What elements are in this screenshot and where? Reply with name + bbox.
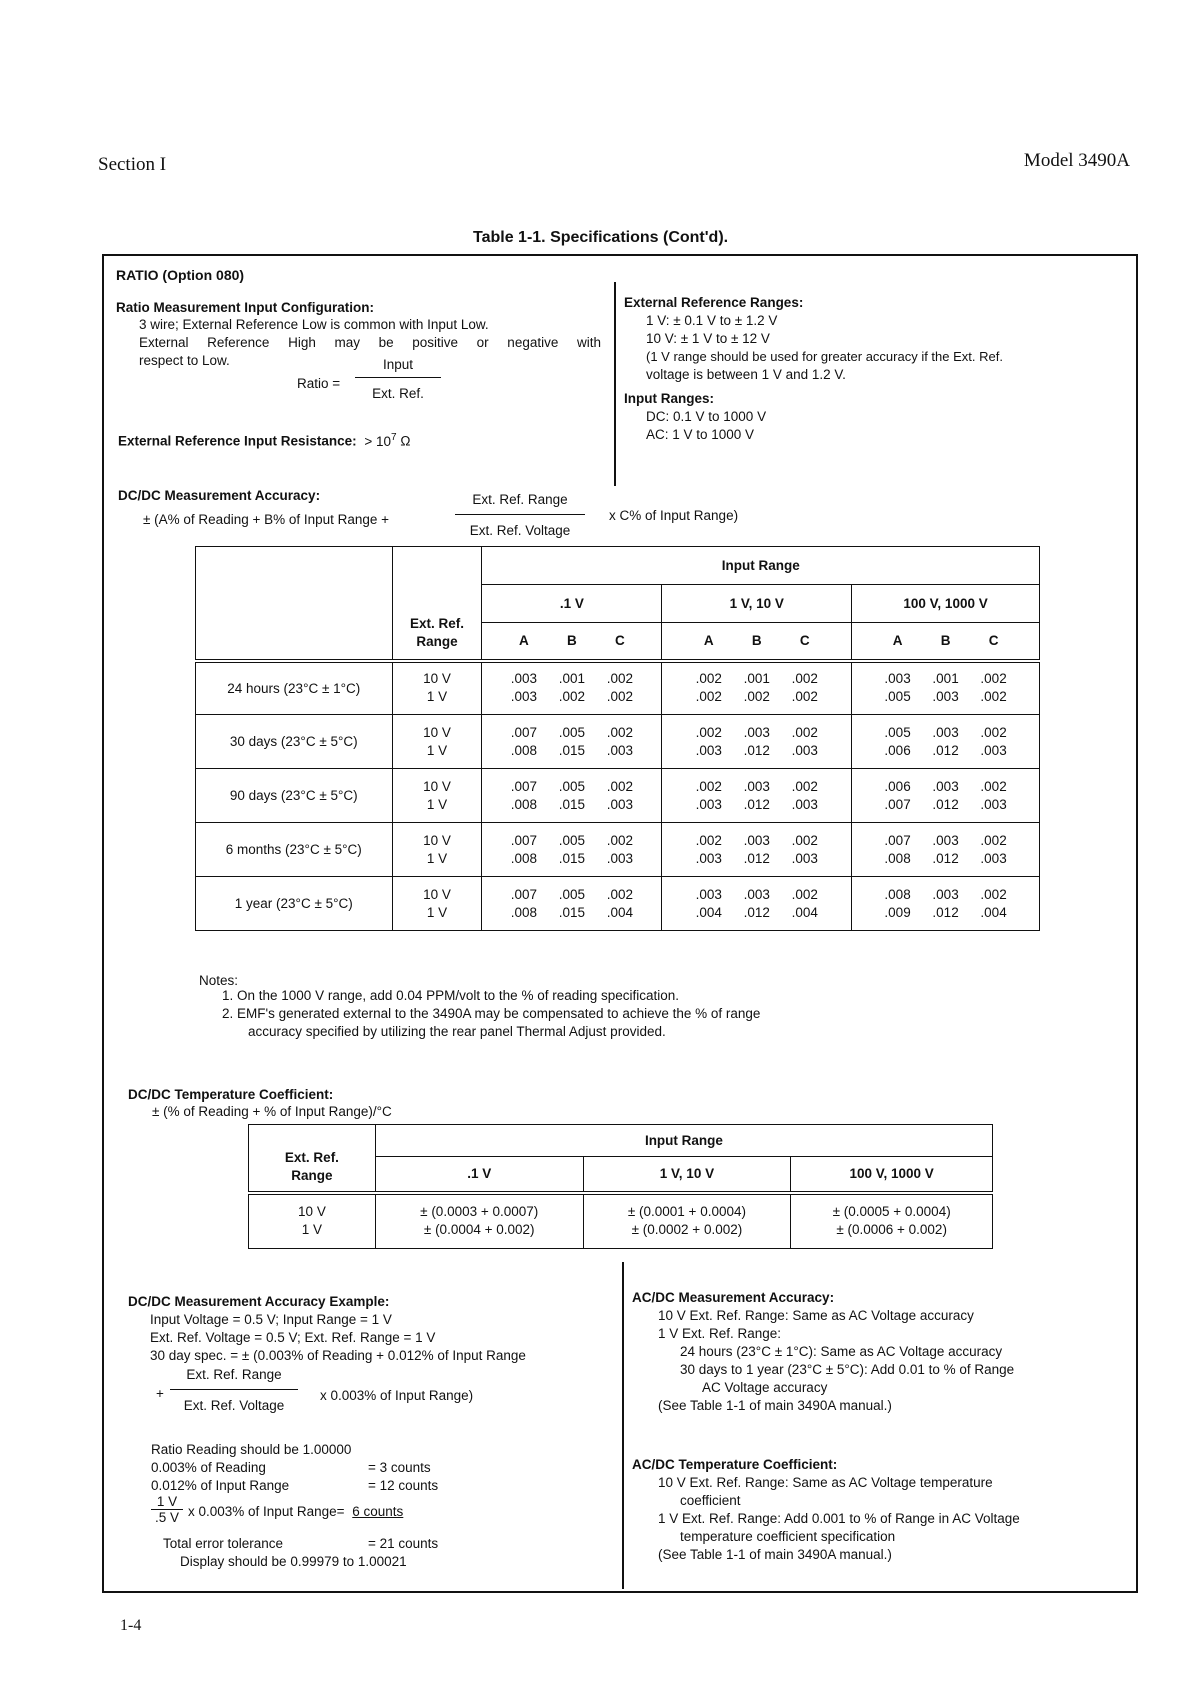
- value-cell: .002: [606, 778, 634, 794]
- value-group-cell: [852, 661, 1040, 715]
- value-cell: .006: [884, 778, 911, 794]
- value-cell: .005: [558, 724, 586, 740]
- value-cell: .004: [695, 904, 722, 920]
- value-cell: .006: [884, 742, 911, 758]
- ext-ref-cell: 10 V 1 V: [392, 823, 482, 877]
- value-group-cell: [662, 877, 852, 931]
- example-plus: +: [156, 1386, 164, 1401]
- tempco-input-range-header: Input Range: [375, 1125, 992, 1157]
- column-divider-bottom: [622, 1262, 624, 1589]
- acdc-line: 1 V Ext. Ref. Range:: [658, 1326, 782, 1341]
- value-cell: .005: [884, 689, 911, 705]
- value-cell: .002: [980, 886, 1007, 902]
- acdc-line: 10 V Ext. Ref. Range: Same as AC Voltage accuracy: [658, 1308, 974, 1323]
- value-cell: .003: [932, 778, 959, 794]
- period-cell: 90 days (23°C ± 5°C): [196, 769, 393, 823]
- value-cell: .002: [606, 832, 634, 848]
- total-right: = 21 counts: [368, 1536, 439, 1551]
- tempco-table: [248, 1124, 993, 1249]
- value-cell: .007: [884, 832, 911, 848]
- acdc-tc-line: 1 V Ext. Ref. Range: Add 0.001 to % of Range in AC Voltage: [658, 1511, 1020, 1526]
- value-cell: .005: [558, 832, 586, 848]
- value-cell: .007: [510, 778, 538, 794]
- calc-lines: [151, 1459, 471, 1495]
- value-group-cell: [852, 877, 1040, 931]
- value-cell: .015: [558, 742, 586, 758]
- fraction-denominator: Ext. Ref. Voltage: [183, 1398, 285, 1413]
- acdc-tc-line: coefficient: [680, 1493, 741, 1508]
- value-cell: .005: [558, 778, 586, 794]
- value-cell: .008: [510, 850, 538, 866]
- value-cell: .002: [980, 724, 1007, 740]
- input-range-line: DC: 0.1 V to 1000 V: [646, 409, 767, 424]
- accuracy-row: [196, 715, 1040, 769]
- accuracy-row: [196, 769, 1040, 823]
- ext-ref-cell: 10 V 1 V: [392, 877, 482, 931]
- ext-ref-title: External Reference Ranges:: [624, 295, 804, 310]
- fraction-bar: [170, 1389, 298, 1390]
- value-cell: .002: [980, 689, 1007, 705]
- value-cell: .012: [932, 796, 959, 812]
- mini-right: [188, 1503, 403, 1521]
- dcdc-formula-left: ± (A% of Reading + B% of Input Range +: [143, 512, 390, 527]
- resistance-value: > 10: [364, 433, 392, 449]
- value-cell: .003: [932, 886, 959, 902]
- ext-ref-cell: 10 V 1 V: [392, 715, 482, 769]
- value-cell: .003: [932, 832, 959, 848]
- value-cell: .003: [695, 850, 722, 866]
- acdc-tc-see: (See Table 1-1 of main 3490A manual.): [658, 1547, 892, 1562]
- accuracy-table: [195, 546, 1040, 931]
- calc-right: = 3 counts: [368, 1460, 431, 1475]
- config-line: 3 wire; External Reference Low is common with Input Low.: [139, 317, 489, 332]
- acdc-block: [632, 1289, 1122, 1415]
- calc-left: 0.012% of Input Range: [151, 1478, 290, 1493]
- value-cell: .012: [932, 742, 959, 758]
- value-cell: .003: [791, 796, 818, 812]
- note-item: 1. On the 1000 V range, add 0.04 PPM/volt to the % of reading specification.: [222, 988, 680, 1003]
- value-cell: .001: [743, 671, 770, 687]
- value-cell: .004: [791, 904, 818, 920]
- range-header: 100 V, 1000 V: [852, 585, 1040, 623]
- blank-header: [196, 547, 393, 661]
- total-line: [163, 1535, 483, 1553]
- ratio-reading: Ratio Reading should be 1.00000: [151, 1442, 352, 1457]
- range-header: 1 V, 10 V: [662, 585, 852, 623]
- value-cell: .002: [791, 778, 818, 794]
- fraction-denominator: Ext. Ref. Voltage: [469, 523, 571, 538]
- value-group-cell: [662, 769, 852, 823]
- period-cell: 6 months (23°C ± 5°C): [196, 823, 393, 877]
- value-group-cell: [482, 823, 662, 877]
- value-cell: .007: [510, 724, 538, 740]
- acdc-tc-title: AC/DC Temperature Coefficient:: [632, 1457, 838, 1472]
- example-title: DC/DC Measurement Accuracy Example:: [128, 1294, 390, 1309]
- value-cell: .003: [743, 886, 770, 902]
- value-cell: .003: [510, 671, 538, 687]
- tempco-ext-ref-header: Ext. Ref. Range: [249, 1125, 376, 1193]
- config-line: respect to Low.: [139, 353, 230, 368]
- value-group-cell: [662, 661, 852, 715]
- section-label: Section I: [98, 154, 167, 175]
- value-cell: .003: [695, 796, 722, 812]
- dcdc-fraction: [455, 491, 585, 540]
- value-cell: .002: [791, 832, 818, 848]
- value-group-cell: [482, 877, 662, 931]
- tempco-title: DC/DC Temperature Coefficient:: [128, 1087, 334, 1102]
- input-range-header: Input Range: [482, 547, 1040, 585]
- mini-counts: 6 counts: [352, 1504, 404, 1519]
- value-cell: .015: [558, 904, 586, 920]
- value-cell: .012: [743, 904, 770, 920]
- value-cell: .002: [606, 689, 634, 705]
- value-cell: .002: [791, 671, 818, 687]
- value-cell: .002: [695, 671, 722, 687]
- value-cell: .003: [932, 724, 959, 740]
- value-cell: .003: [791, 850, 818, 866]
- column-divider: [614, 282, 616, 486]
- accuracy-row: [196, 661, 1040, 715]
- fraction-numerator: 1 V: [156, 1494, 178, 1509]
- ext-ref-line: 10 V: ± 1 V to ± 12 V: [646, 331, 770, 346]
- fraction-denominator: .5 V: [154, 1510, 179, 1525]
- value-cell: .009: [884, 904, 911, 920]
- resistance-line: [118, 429, 410, 451]
- resistance-label: External Reference Input Resistance:: [118, 433, 357, 449]
- abc-header: A B C: [852, 623, 1040, 661]
- example-frac-right: x 0.003% of Input Range): [320, 1388, 474, 1403]
- tempco-ext-cell: 10 V 1 V: [249, 1193, 376, 1249]
- value-cell: .003: [980, 850, 1007, 866]
- value-cell: .003: [791, 742, 818, 758]
- example-line: Input Voltage = 0.5 V; Input Range = 1 V: [150, 1312, 392, 1327]
- value-group-cell: [852, 823, 1040, 877]
- range-header: .1 V: [482, 585, 662, 623]
- dcdc-title: DC/DC Measurement Accuracy:: [118, 488, 321, 503]
- notes-title: Notes:: [199, 973, 239, 988]
- value-cell: .001: [932, 671, 959, 687]
- value-cell: .002: [558, 689, 586, 705]
- value-cell: .007: [884, 796, 911, 812]
- value-group-cell: [662, 715, 852, 769]
- value-cell: .005: [558, 886, 586, 902]
- config-title: Ratio Measurement Input Configuration:: [116, 300, 374, 315]
- value-cell: .003: [743, 778, 770, 794]
- value-cell: .003: [884, 671, 911, 687]
- ratio-label: Ratio =: [297, 376, 341, 391]
- mini-right-text: x 0.003% of Input Range=: [188, 1504, 345, 1519]
- value-cell: .001: [558, 671, 586, 687]
- calc-left: 0.003% of Reading: [151, 1460, 266, 1475]
- acdc-title: AC/DC Measurement Accuracy:: [632, 1290, 835, 1305]
- input-ranges-title: Input Ranges:: [624, 391, 714, 406]
- value-cell: .003: [606, 742, 634, 758]
- fraction-numerator: Ext. Ref. Range: [472, 492, 568, 507]
- tempco-range-header: 1 V, 10 V: [583, 1157, 791, 1193]
- value-cell: .002: [980, 671, 1007, 687]
- value-cell: .002: [980, 778, 1007, 794]
- value-group-cell: [852, 715, 1040, 769]
- example-fraction: [170, 1366, 298, 1415]
- tempco-formula: ± (% of Reading + % of Input Range)/°C: [152, 1104, 392, 1119]
- value-cell: .002: [695, 724, 722, 740]
- value-cell: .002: [695, 832, 722, 848]
- input-range-line: AC: 1 V to 1000 V: [646, 427, 755, 442]
- value-cell: .015: [558, 796, 586, 812]
- value-cell: .003: [695, 742, 722, 758]
- value-cell: .008: [884, 886, 911, 902]
- table-title: Table 1-1. Specifications (Cont'd).: [473, 229, 729, 246]
- period-cell: 1 year (23°C ± 5°C): [196, 877, 393, 931]
- value-cell: .012: [743, 742, 770, 758]
- value-cell: .002: [743, 689, 770, 705]
- ratio-fraction: [355, 356, 441, 403]
- value-group-cell: [482, 715, 662, 769]
- value-cell: .008: [884, 850, 911, 866]
- abc-header: A B C: [662, 623, 852, 661]
- value-cell: .012: [932, 904, 959, 920]
- model-label: Model 3490A: [1023, 150, 1130, 171]
- tempco-value-cell: ± (0.0005 + 0.0004) ± (0.0006 + 0.002): [791, 1193, 993, 1249]
- value-cell: .005: [884, 724, 911, 740]
- value-cell: .003: [606, 796, 634, 812]
- config-line: External Reference High may be positive or negative with: [139, 335, 601, 350]
- value-cell: .003: [743, 832, 770, 848]
- accuracy-row: [196, 877, 1040, 931]
- tempco-value-cell: ± (0.0001 + 0.0004) ± (0.0002 + 0.002): [583, 1193, 791, 1249]
- value-cell: .008: [510, 904, 538, 920]
- value-cell: .003: [606, 850, 634, 866]
- value-group-cell: [852, 769, 1040, 823]
- mini-fraction: [151, 1494, 183, 1525]
- ext-ref-line: voltage is between 1 V and 1.2 V.: [646, 367, 846, 382]
- accuracy-row: [196, 823, 1040, 877]
- example-line: 30 day spec. = ± (0.003% of Reading + 0.012% of Input Range: [150, 1348, 526, 1363]
- value-cell: .003: [743, 724, 770, 740]
- value-cell: .002: [980, 832, 1007, 848]
- value-cell: .007: [510, 886, 538, 902]
- ext-ref-cell: 10 V 1 V: [392, 769, 482, 823]
- example-block: [128, 1293, 618, 1365]
- value-cell: .004: [606, 904, 634, 920]
- page-number: 1-4: [120, 1617, 142, 1634]
- value-cell: .003: [980, 796, 1007, 812]
- value-cell: .007: [510, 832, 538, 848]
- ext-ref-line: 1 V: ± 0.1 V to ± 1.2 V: [646, 313, 778, 328]
- value-cell: .002: [606, 671, 634, 687]
- resistance-exponent: 7: [391, 432, 397, 443]
- acdc-sub-line: AC Voltage accuracy: [702, 1380, 828, 1395]
- value-cell: .008: [510, 796, 538, 812]
- value-cell: .012: [932, 850, 959, 866]
- value-cell: .003: [980, 742, 1007, 758]
- ext-ref-block: [624, 294, 1124, 444]
- value-cell: .002: [791, 689, 818, 705]
- acdc-sub-line: 30 days to 1 year (23°C ± 5°C): Add 0.01 to % of Range: [680, 1362, 1015, 1377]
- ext-ref-cell: 10 V 1 V: [392, 661, 482, 715]
- abc-header: A B C: [482, 623, 662, 661]
- notes-list: [222, 987, 942, 1041]
- dcdc-formula-right: x C% of Input Range): [609, 508, 739, 523]
- acdc-sub-line: 24 hours (23°C ± 1°C): Same as AC Voltage accuracy: [680, 1344, 1003, 1359]
- value-cell: .002: [606, 886, 634, 902]
- note-item: 2. EMF's generated external to the 3490A may be compensated to achieve the % of range: [222, 1006, 761, 1021]
- period-cell: 24 hours (23°C ± 1°C): [196, 661, 393, 715]
- tempco-value-cell: ± (0.0003 + 0.0007) ± (0.0004 + 0.002): [375, 1193, 583, 1249]
- tempco-range-header: 100 V, 1000 V: [791, 1157, 993, 1193]
- value-cell: .002: [695, 778, 722, 794]
- fraction-bar: [455, 514, 585, 515]
- value-cell: .015: [558, 850, 586, 866]
- ext-ref-line: (1 V range should be used for greater accuracy if the Ext. Ref.: [646, 349, 1003, 364]
- value-cell: .003: [932, 689, 959, 705]
- example-line: Ext. Ref. Voltage = 0.5 V; Ext. Ref. Range = 1 V: [150, 1330, 436, 1345]
- value-cell: .003: [695, 886, 722, 902]
- value-group-cell: [482, 661, 662, 715]
- fraction-numerator: Ext. Ref. Range: [186, 1367, 282, 1382]
- ratio-title: RATIO (Option 080): [116, 267, 245, 283]
- acdc-tc-block: [632, 1456, 1122, 1564]
- ratio-denominator: Ext. Ref.: [372, 386, 424, 401]
- display-line: Display should be 0.99979 to 1.00021: [180, 1554, 407, 1569]
- period-cell: 30 days (23°C ± 5°C): [196, 715, 393, 769]
- ext-ref-header: Ext. Ref. Range: [392, 547, 482, 661]
- value-group-cell: [482, 769, 662, 823]
- total-left: Total error tolerance: [163, 1536, 284, 1551]
- acdc-tc-line: temperature coefficient specification: [680, 1529, 896, 1544]
- value-cell: .008: [510, 742, 538, 758]
- tempco-range-header: .1 V: [375, 1157, 583, 1193]
- acdc-see: (See Table 1-1 of main 3490A manual.): [658, 1398, 892, 1413]
- resistance-unit: Ω: [400, 433, 411, 449]
- ratio-numerator: Input: [382, 357, 414, 372]
- value-cell: .002: [695, 689, 722, 705]
- fraction-bar: [355, 377, 441, 378]
- value-cell: .003: [510, 689, 538, 705]
- value-cell: .002: [606, 724, 634, 740]
- note-item: accuracy specified by utilizing the rear panel Thermal Adjust provided.: [248, 1024, 666, 1039]
- acdc-tc-line: 10 V Ext. Ref. Range: Same as AC Voltage temperature: [658, 1475, 993, 1490]
- value-cell: .002: [791, 886, 818, 902]
- calc-right: = 12 counts: [368, 1478, 439, 1493]
- value-cell: .004: [980, 904, 1007, 920]
- value-cell: .002: [791, 724, 818, 740]
- value-cell: .012: [743, 796, 770, 812]
- value-cell: .012: [743, 850, 770, 866]
- value-group-cell: [662, 823, 852, 877]
